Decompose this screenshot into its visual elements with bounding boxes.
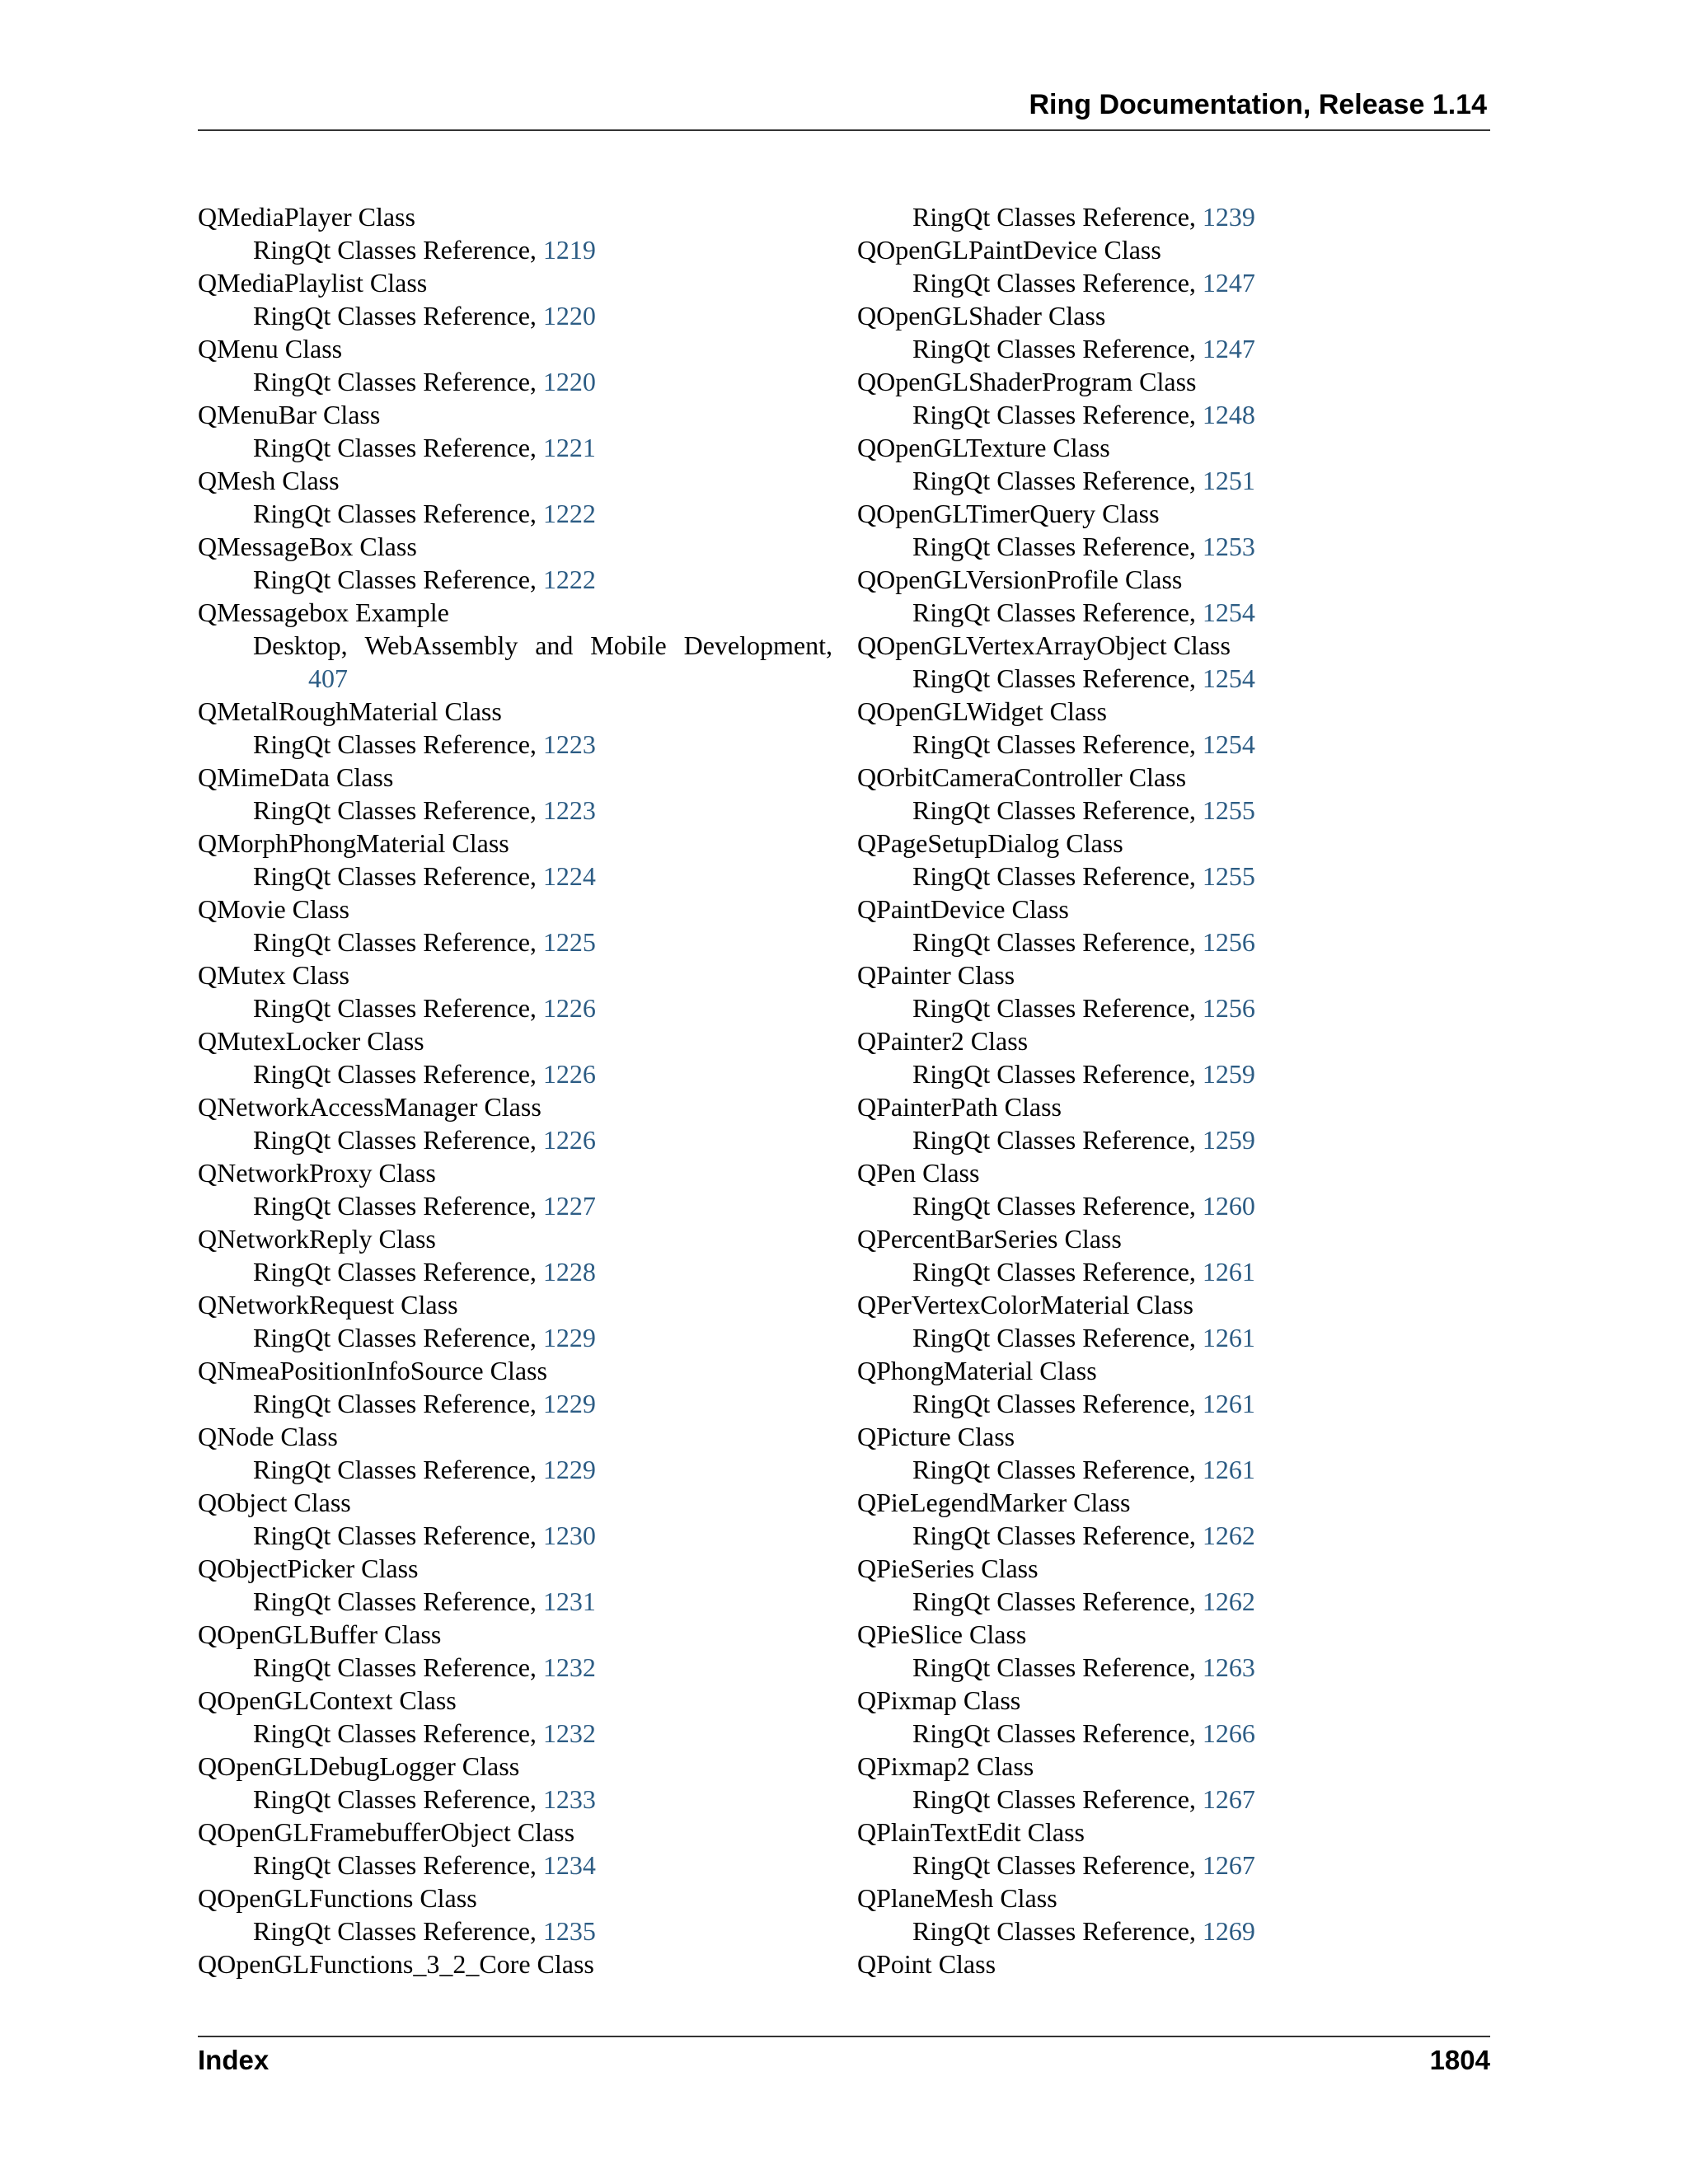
index-subentry: [857, 332, 1484, 365]
index-subentry: [857, 1585, 1484, 1618]
index-subentry: [857, 1255, 1484, 1288]
index-subentry: [857, 662, 1484, 695]
page-link[interactable]: 1262: [1202, 1521, 1255, 1550]
page-link[interactable]: 1233: [542, 1784, 596, 1814]
page-link[interactable]: 1259: [1202, 1125, 1255, 1155]
page-link[interactable]: 1261: [1202, 1257, 1255, 1286]
index-subentry: [857, 991, 1484, 1024]
index-entry: QPixmap Class: [857, 1685, 1021, 1715]
index-entry: QPieLegendMarker Class: [857, 1488, 1131, 1517]
page-link[interactable]: 1262: [1202, 1586, 1255, 1616]
subentry-label: RingQt Classes Reference,: [912, 1718, 1196, 1748]
subentry-label: RingQt Classes Reference,: [912, 1257, 1196, 1286]
subentry-label: RingQt Classes Reference,: [253, 1652, 537, 1682]
footer-section-label: Index: [198, 2045, 270, 2075]
index-entry: QPercentBarSeries Class: [857, 1224, 1122, 1254]
index-entry: QMutex Class: [198, 960, 349, 990]
page-link[interactable]: 1229: [542, 1455, 596, 1484]
index-subentry: [857, 1453, 1484, 1486]
index-subentry: [198, 794, 832, 827]
subentry-label: RingQt Classes Reference,: [912, 532, 1196, 561]
index-entry: QPieSeries Class: [857, 1554, 1039, 1583]
index-subentry: [857, 1717, 1484, 1750]
index-subentry: [857, 596, 1484, 629]
page-link[interactable]: 1229: [542, 1389, 596, 1418]
subentry-label: RingQt Classes Reference,: [253, 1455, 537, 1484]
page-link[interactable]: 1226: [542, 993, 596, 1023]
index-entry: QOpenGLShaderProgram Class: [857, 367, 1197, 396]
index-entry: QOpenGLBuffer Class: [198, 1619, 442, 1649]
page-link[interactable]: 1226: [542, 1125, 596, 1155]
page-link[interactable]: 1226: [542, 1059, 596, 1089]
index-subentry: [857, 200, 1484, 233]
subentry-label: RingQt Classes Reference,: [253, 301, 537, 330]
index-entry: QMediaPlayer Class: [198, 202, 415, 232]
index-entry: QMutexLocker Class: [198, 1026, 424, 1056]
index-entry: QOpenGLTimerQuery Class: [857, 499, 1160, 528]
index-entry: QOpenGLWidget Class: [857, 696, 1107, 726]
page-link[interactable]: 407: [308, 663, 348, 693]
index-entry: QPoint Class: [857, 1949, 996, 1979]
page-link[interactable]: 1267: [1202, 1850, 1255, 1880]
index-entry: QOrbitCameraController Class: [857, 762, 1187, 792]
index-entry: QOpenGLContext Class: [198, 1685, 457, 1715]
index-subentry: [198, 1057, 832, 1090]
index-entry: QNmeaPositionInfoSource Class: [198, 1356, 547, 1385]
page-link[interactable]: 1254: [1202, 663, 1255, 693]
subentry-label: RingQt Classes Reference,: [912, 1389, 1196, 1418]
page-link[interactable]: 1256: [1202, 927, 1255, 957]
index-entry: QNetworkProxy Class: [198, 1158, 436, 1188]
index-subentry: [857, 1651, 1484, 1684]
page-link[interactable]: 1234: [542, 1850, 596, 1880]
page-link[interactable]: 1261: [1202, 1455, 1255, 1484]
index-subentry: [198, 1717, 832, 1750]
subentry-label: RingQt Classes Reference,: [912, 1059, 1196, 1089]
index-entry: QPageSetupDialog Class: [857, 828, 1123, 858]
subentry-label: RingQt Classes Reference,: [912, 1850, 1196, 1880]
index-entry: QOpenGLFunctions_3_2_Core Class: [198, 1949, 594, 1979]
index-entry: QOpenGLTexture Class: [857, 433, 1110, 462]
index-subentry: [857, 266, 1484, 299]
subentry-label: RingQt Classes Reference,: [253, 1125, 537, 1155]
index-subentry: [857, 926, 1484, 958]
subentry-label: RingQt Classes Reference,: [253, 1257, 537, 1286]
page-link[interactable]: 1219: [542, 235, 596, 265]
index-subentry: [857, 398, 1484, 431]
subentry-label: RingQt Classes Reference,: [253, 499, 537, 528]
index-entry: QMorphPhongMaterial Class: [198, 828, 509, 858]
index-subentry-continuation: [198, 662, 832, 695]
subentry-label: RingQt Classes Reference,: [912, 795, 1196, 825]
page-link[interactable]: 1235: [542, 1916, 596, 1946]
index-subentry: [857, 1321, 1484, 1354]
index-subentry: [198, 1255, 832, 1288]
index-entry: QObjectPicker Class: [198, 1554, 419, 1583]
index-subentry: [198, 1849, 832, 1882]
index-entry: QPerVertexColorMaterial Class: [857, 1290, 1193, 1319]
index-entry: QPainter Class: [857, 960, 1015, 990]
index-entry: QMesh Class: [198, 466, 340, 495]
subentry-label: RingQt Classes Reference,: [912, 1652, 1196, 1682]
page-link[interactable]: 1261: [1202, 1323, 1255, 1352]
subentry-label: RingQt Classes Reference,: [912, 268, 1196, 298]
page-link[interactable]: 1223: [542, 729, 596, 759]
page-link[interactable]: 1222: [542, 565, 596, 594]
subentry-label: RingQt Classes Reference,: [253, 1389, 537, 1418]
page-link[interactable]: 1239: [1202, 202, 1255, 232]
index-subentry: [198, 431, 832, 464]
index-subentry: [198, 728, 832, 761]
subentry-label: RingQt Classes Reference,: [912, 927, 1196, 957]
index-subentry: [198, 991, 832, 1024]
index-entry: QObject Class: [198, 1488, 351, 1517]
subentry-label: RingQt Classes Reference,: [253, 1586, 537, 1616]
subentry-label: RingQt Classes Reference,: [253, 235, 537, 265]
subentry-label: RingQt Classes Reference,: [912, 1125, 1196, 1155]
index-entry: QMovie Class: [198, 894, 349, 924]
index-subentry: [857, 1387, 1484, 1420]
index-subentry: [857, 860, 1484, 893]
subentry-label: RingQt Classes Reference,: [253, 565, 537, 594]
subentry-label: RingQt Classes Reference,: [912, 663, 1196, 693]
index-subentry: [857, 1519, 1484, 1552]
subentry-label: RingQt Classes Reference,: [912, 1586, 1196, 1616]
index-entry: QOpenGLFramebufferObject Class: [198, 1817, 575, 1847]
subentry-word: Desktop,: [253, 630, 348, 660]
index-entry: QMenuBar Class: [198, 400, 381, 429]
page-link[interactable]: 1231: [542, 1586, 596, 1616]
page-link[interactable]: 1248: [1202, 400, 1255, 429]
subentry-word: Mobile: [590, 630, 667, 660]
index-entry: QOpenGLFunctions Class: [198, 1883, 477, 1913]
index-subentry: [198, 629, 832, 662]
subentry-label: RingQt Classes Reference,: [253, 1850, 537, 1880]
index-entry: QMetalRoughMaterial Class: [198, 696, 502, 726]
index-entry: QPlaneMesh Class: [857, 1883, 1057, 1913]
page-link[interactable]: 1255: [1202, 795, 1255, 825]
page-link[interactable]: 1255: [1202, 861, 1255, 891]
subentry-label: RingQt Classes Reference,: [912, 1323, 1196, 1352]
index-subentry: [198, 365, 832, 398]
page-link[interactable]: 1228: [542, 1257, 596, 1286]
index-entry: QPlainTextEdit Class: [857, 1817, 1085, 1847]
index-entry: QOpenGLVertexArrayObject Class: [857, 630, 1231, 660]
page-link[interactable]: 1253: [1202, 532, 1255, 561]
index-entry: QPieSlice Class: [857, 1619, 1027, 1649]
index-subentry: [198, 1189, 832, 1222]
page-link[interactable]: 1222: [542, 499, 596, 528]
subentry-label: RingQt Classes Reference,: [253, 367, 537, 396]
page-link[interactable]: 1230: [542, 1521, 596, 1550]
index-entry: QPhongMaterial Class: [857, 1356, 1097, 1385]
page-link[interactable]: 1225: [542, 927, 596, 957]
index-column-right: [857, 200, 1484, 1980]
index-entry: QPixmap2 Class: [857, 1751, 1034, 1781]
index-subentry: [857, 464, 1484, 497]
subentry-word: Development,: [683, 630, 832, 660]
index-entry: QNetworkRequest Class: [198, 1290, 458, 1319]
subentry-label: RingQt Classes Reference,: [253, 993, 537, 1023]
index-entry: QPen Class: [857, 1158, 980, 1188]
index-entry: QPicture Class: [857, 1422, 1015, 1451]
page-link[interactable]: 1227: [542, 1191, 596, 1221]
subentry-label: RingQt Classes Reference,: [912, 1191, 1196, 1221]
index-entry: QOpenGLVersionProfile Class: [857, 565, 1183, 594]
subentry-label: RingQt Classes Reference,: [912, 1455, 1196, 1484]
page-link[interactable]: 1220: [542, 301, 596, 330]
page-header-title: Ring Documentation, Release 1.14: [1029, 89, 1487, 120]
subentry-label: RingQt Classes Reference,: [253, 433, 537, 462]
index-subentry: [857, 794, 1484, 827]
page-link[interactable]: 1269: [1202, 1916, 1255, 1946]
subentry-label: RingQt Classes Reference,: [912, 1521, 1196, 1550]
subentry-label: RingQt Classes Reference,: [912, 466, 1196, 495]
subentry-label: RingQt Classes Reference,: [253, 1784, 537, 1814]
subentry-label: RingQt Classes Reference,: [912, 1916, 1196, 1946]
page-link[interactable]: 1247: [1202, 334, 1255, 363]
subentry-label: RingQt Classes Reference,: [912, 729, 1196, 759]
page-link[interactable]: 1260: [1202, 1191, 1255, 1221]
index-subentry: [857, 1849, 1484, 1882]
index-subentry: [857, 1123, 1484, 1156]
index-subentry: [198, 299, 832, 332]
page-link[interactable]: 1232: [542, 1718, 596, 1748]
subentry-label: RingQt Classes Reference,: [912, 993, 1196, 1023]
subentry-label: RingQt Classes Reference,: [253, 729, 537, 759]
subentry-label: RingQt Classes Reference,: [912, 861, 1196, 891]
index-subentry: [198, 1453, 832, 1486]
page-link[interactable]: 1221: [542, 433, 596, 462]
page-link[interactable]: 1259: [1202, 1059, 1255, 1089]
subentry-label: RingQt Classes Reference,: [253, 927, 537, 957]
index-entry: QOpenGLShader Class: [857, 301, 1106, 330]
index-subentry: [857, 530, 1484, 563]
subentry-label: RingQt Classes Reference,: [253, 1718, 537, 1748]
index-subentry: [857, 1783, 1484, 1816]
index-entry: QPainterPath Class: [857, 1092, 1062, 1122]
index-entry: QMenu Class: [198, 334, 343, 363]
index-subentry: [198, 1321, 832, 1354]
subentry-label: RingQt Classes Reference,: [912, 400, 1196, 429]
index-subentry: [198, 1519, 832, 1552]
footer-page-number: 1804: [1429, 2045, 1490, 2075]
subentry-label: RingQt Classes Reference,: [253, 1521, 537, 1550]
index-entry: QOpenGLDebugLogger Class: [198, 1751, 520, 1781]
page-link[interactable]: 1224: [542, 861, 596, 891]
subentry-label: RingQt Classes Reference,: [253, 1191, 537, 1221]
subentry-label: RingQt Classes Reference,: [253, 795, 537, 825]
page-link[interactable]: 1261: [1202, 1389, 1255, 1418]
index-subentry: [857, 1915, 1484, 1947]
index-subentry: [198, 563, 832, 596]
index-subentry: [198, 1915, 832, 1947]
page-link[interactable]: 1251: [1202, 466, 1255, 495]
index-subentry: [857, 728, 1484, 761]
subentry-label: RingQt Classes Reference,: [253, 861, 537, 891]
subentry-word: and: [535, 630, 574, 660]
index-entry: QMessagebox Example: [198, 598, 449, 627]
index-entry: QPainter2 Class: [857, 1026, 1029, 1056]
index-entry: QNode Class: [198, 1422, 338, 1451]
page-link[interactable]: 1256: [1202, 993, 1255, 1023]
index-subentry: [198, 1123, 832, 1156]
index-entry: QMessageBox Class: [198, 532, 417, 561]
header-rule: [198, 129, 1490, 131]
page-link[interactable]: 1267: [1202, 1784, 1255, 1814]
subentry-label: RingQt Classes Reference,: [253, 1059, 537, 1089]
page-link[interactable]: 1254: [1202, 729, 1255, 759]
subentry-label: RingQt Classes Reference,: [912, 1784, 1196, 1814]
subentry-label: RingQt Classes Reference,: [912, 202, 1196, 232]
index-subentry: [198, 1783, 832, 1816]
index-subentry: [857, 1189, 1484, 1222]
index-subentry: [198, 497, 832, 530]
index-column-left: [198, 200, 832, 1980]
page-link[interactable]: 1232: [542, 1652, 596, 1682]
index-subentry: [198, 926, 832, 958]
subentry-label: RingQt Classes Reference,: [912, 334, 1196, 363]
index-entry: QNetworkReply Class: [198, 1224, 436, 1254]
index-subentry: [198, 1585, 832, 1618]
index-entry: QNetworkAccessManager Class: [198, 1092, 542, 1122]
subentry-label: RingQt Classes Reference,: [253, 1323, 537, 1352]
index-entry: QPaintDevice Class: [857, 894, 1069, 924]
index-subentry: [198, 860, 832, 893]
page-link[interactable]: 1254: [1202, 598, 1255, 627]
page-link[interactable]: 1266: [1202, 1718, 1255, 1748]
index-entry: QMediaPlaylist Class: [198, 268, 428, 298]
index-subentry: [198, 233, 832, 266]
subentry-label: RingQt Classes Reference,: [912, 598, 1196, 627]
index-subentry: [198, 1651, 832, 1684]
index-subentry: [857, 1057, 1484, 1090]
page-link[interactable]: 1247: [1202, 268, 1255, 298]
page-link[interactable]: 1263: [1202, 1652, 1255, 1682]
page-link[interactable]: 1220: [542, 367, 596, 396]
index-entry: QOpenGLPaintDevice Class: [857, 235, 1161, 265]
index-entry: QMimeData Class: [198, 762, 394, 792]
page-link[interactable]: 1229: [542, 1323, 596, 1352]
page-link[interactable]: 1223: [542, 795, 596, 825]
footer-rule: [198, 2036, 1490, 2037]
subentry-word: WebAssembly: [364, 630, 518, 660]
index-subentry: [198, 1387, 832, 1420]
subentry-label: RingQt Classes Reference,: [253, 1916, 537, 1946]
